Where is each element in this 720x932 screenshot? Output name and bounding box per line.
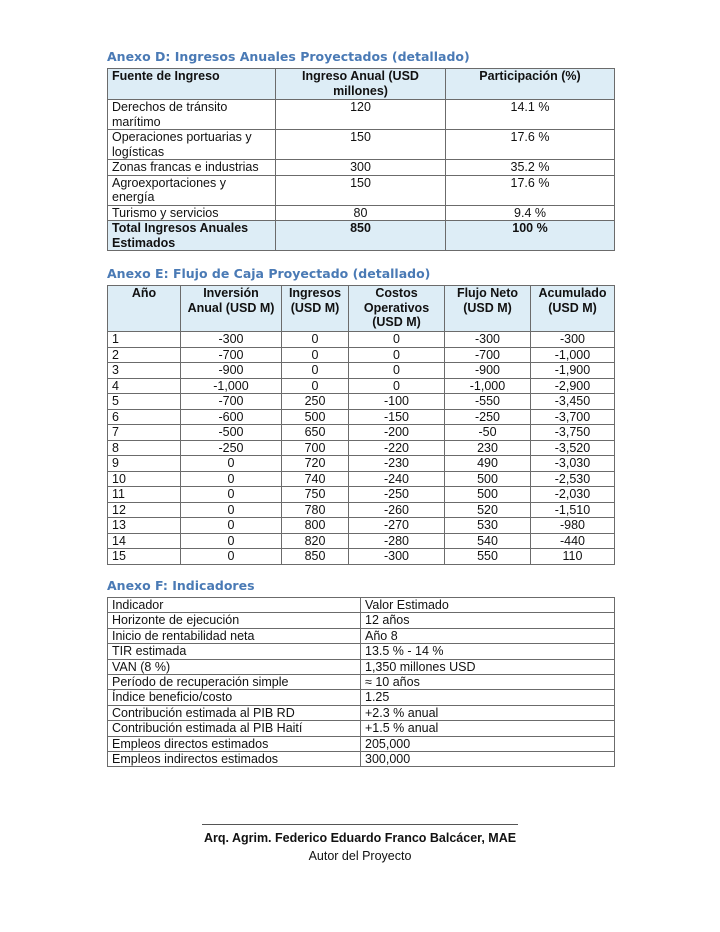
year-cell: 10 xyxy=(108,471,181,487)
income-cell: 750 xyxy=(282,487,349,503)
net-flow-cell: -250 xyxy=(445,409,531,425)
investment-cell: -250 xyxy=(181,440,282,456)
header-cell: Inversión Anual (USD M) xyxy=(181,286,282,332)
cumulative-cell: 110 xyxy=(531,549,615,565)
operating-cost-cell: -270 xyxy=(349,518,445,534)
indicator-cell: Índice beneficio/costo xyxy=(108,690,361,705)
value-cell: Año 8 xyxy=(361,628,615,643)
year-cell: 14 xyxy=(108,533,181,549)
table-row xyxy=(108,425,615,441)
net-flow-cell: 540 xyxy=(445,533,531,549)
year-cell: 3 xyxy=(108,363,181,379)
table-row xyxy=(108,502,615,518)
income-cell: 720 xyxy=(282,456,349,472)
value-cell: ≈ 10 años xyxy=(361,675,615,690)
annex-e-title: Anexo E: Flujo de Caja Proyectado (detallado) xyxy=(107,266,431,281)
net-flow-cell: 520 xyxy=(445,502,531,518)
indicator-cell: Inicio de rentabilidad neta xyxy=(108,628,361,643)
year-cell: 4 xyxy=(108,378,181,394)
net-flow-cell: -900 xyxy=(445,363,531,379)
year-cell: 8 xyxy=(108,440,181,456)
indicator-cell: Contribución estimada al PIB Haití xyxy=(108,721,361,736)
year-cell: 15 xyxy=(108,549,181,565)
operating-cost-cell: 0 xyxy=(349,347,445,363)
net-flow-cell: -1,000 xyxy=(445,378,531,394)
operating-cost-cell: -300 xyxy=(349,549,445,565)
value-cell: 1,350 millones USD xyxy=(361,659,615,674)
net-flow-cell: -50 xyxy=(445,425,531,441)
operating-cost-cell: -200 xyxy=(349,425,445,441)
table-row xyxy=(108,533,615,549)
income-source-cell: Agroexportaciones y energía xyxy=(108,175,276,205)
table-row xyxy=(108,752,615,767)
net-flow-cell: 500 xyxy=(445,471,531,487)
total-row xyxy=(108,221,615,251)
total-label-cell: Total Ingresos Anuales Estimados xyxy=(108,221,276,251)
annex-d-table xyxy=(107,68,615,251)
table-row xyxy=(108,205,615,221)
share-percent-cell: 17.6 % xyxy=(446,130,615,160)
investment-cell: -500 xyxy=(181,425,282,441)
table-row xyxy=(108,471,615,487)
income-source-cell: Turismo y servicios xyxy=(108,205,276,221)
investment-cell: 0 xyxy=(181,518,282,534)
year-cell: 6 xyxy=(108,409,181,425)
table-row xyxy=(108,736,615,751)
table-row xyxy=(108,130,615,160)
value-cell: 205,000 xyxy=(361,736,615,751)
header-cell: Valor Estimado xyxy=(361,598,615,613)
investment-cell: -1,000 xyxy=(181,378,282,394)
net-flow-cell: 490 xyxy=(445,456,531,472)
net-flow-cell: -300 xyxy=(445,332,531,348)
total-percent-cell: 100 % xyxy=(446,221,615,251)
value-cell: +2.3 % anual xyxy=(361,705,615,720)
investment-cell: -700 xyxy=(181,394,282,410)
share-percent-cell: 9.4 % xyxy=(446,205,615,221)
cumulative-cell: -2,030 xyxy=(531,487,615,503)
cumulative-cell: -1,510 xyxy=(531,502,615,518)
table-row xyxy=(108,613,615,628)
table-row xyxy=(108,378,615,394)
investment-cell: -900 xyxy=(181,363,282,379)
net-flow-cell: 500 xyxy=(445,487,531,503)
year-cell: 7 xyxy=(108,425,181,441)
cumulative-cell: -2,530 xyxy=(531,471,615,487)
annual-income-cell: 150 xyxy=(276,175,446,205)
signature-name: Arq. Agrim. Federico Eduardo Franco Balcácer, MAE xyxy=(203,831,517,845)
income-source-cell: Derechos de tránsito marítimo xyxy=(108,100,276,130)
header-cell: Acumulado (USD M) xyxy=(531,286,615,332)
cumulative-cell: -3,450 xyxy=(531,394,615,410)
operating-cost-cell: -220 xyxy=(349,440,445,456)
table-row xyxy=(108,456,615,472)
net-flow-cell: 550 xyxy=(445,549,531,565)
table-row xyxy=(108,518,615,534)
year-cell: 11 xyxy=(108,487,181,503)
table-row xyxy=(108,363,615,379)
header-cell: Flujo Neto (USD M) xyxy=(445,286,531,332)
share-percent-cell: 35.2 % xyxy=(446,160,615,176)
net-flow-cell: 530 xyxy=(445,518,531,534)
cumulative-cell: -3,750 xyxy=(531,425,615,441)
cumulative-cell: -1,900 xyxy=(531,363,615,379)
signature-role: Autor del Proyecto xyxy=(308,849,412,863)
income-cell: 780 xyxy=(282,502,349,518)
indicator-cell: Período de recuperación simple xyxy=(108,675,361,690)
value-cell: 300,000 xyxy=(361,752,615,767)
header-cell: Año xyxy=(108,286,181,332)
header-cell: Costos Operativos (USD M) xyxy=(349,286,445,332)
annex-d-header-row xyxy=(108,69,615,100)
table-row xyxy=(108,644,615,659)
investment-cell: -600 xyxy=(181,409,282,425)
table-row xyxy=(108,659,615,674)
income-cell: 800 xyxy=(282,518,349,534)
table-row xyxy=(108,332,615,348)
table-row xyxy=(108,675,615,690)
table-row xyxy=(108,721,615,736)
header-cell: Ingresos (USD M) xyxy=(282,286,349,332)
indicator-cell: Contribución estimada al PIB RD xyxy=(108,705,361,720)
table-row xyxy=(108,409,615,425)
investment-cell: 0 xyxy=(181,549,282,565)
share-percent-cell: 17.6 % xyxy=(446,175,615,205)
operating-cost-cell: 0 xyxy=(349,332,445,348)
year-cell: 1 xyxy=(108,332,181,348)
annex-f-title: Anexo F: Indicadores xyxy=(107,578,255,593)
table-row xyxy=(108,175,615,205)
operating-cost-cell: -250 xyxy=(349,487,445,503)
table-row xyxy=(108,160,615,176)
year-cell: 12 xyxy=(108,502,181,518)
operating-cost-cell: -150 xyxy=(349,409,445,425)
table-row xyxy=(108,394,615,410)
investment-cell: 0 xyxy=(181,471,282,487)
operating-cost-cell: 0 xyxy=(349,378,445,394)
value-cell: 12 años xyxy=(361,613,615,628)
annual-income-cell: 80 xyxy=(276,205,446,221)
cumulative-cell: -3,030 xyxy=(531,456,615,472)
income-cell: 250 xyxy=(282,394,349,410)
investment-cell: 0 xyxy=(181,533,282,549)
income-cell: 650 xyxy=(282,425,349,441)
annual-income-cell: 300 xyxy=(276,160,446,176)
year-cell: 9 xyxy=(108,456,181,472)
table-row xyxy=(108,440,615,456)
operating-cost-cell: -280 xyxy=(349,533,445,549)
table-row xyxy=(108,628,615,643)
indicator-cell: TIR estimada xyxy=(108,644,361,659)
income-cell: 740 xyxy=(282,471,349,487)
income-cell: 0 xyxy=(282,332,349,348)
operating-cost-cell: -100 xyxy=(349,394,445,410)
annex-e-header-row xyxy=(108,286,615,332)
income-cell: 0 xyxy=(282,363,349,379)
annex-f-table xyxy=(107,597,615,767)
income-source-cell: Zonas francas e industrias xyxy=(108,160,276,176)
net-flow-cell: -700 xyxy=(445,347,531,363)
income-cell: 0 xyxy=(282,347,349,363)
net-flow-cell: 230 xyxy=(445,440,531,456)
income-cell: 0 xyxy=(282,378,349,394)
header-cell: Fuente de Ingreso xyxy=(108,69,276,100)
total-income-cell: 850 xyxy=(276,221,446,251)
annex-f-header-row xyxy=(108,598,615,613)
table-row xyxy=(108,347,615,363)
value-cell: +1.5 % anual xyxy=(361,721,615,736)
operating-cost-cell: -240 xyxy=(349,471,445,487)
net-flow-cell: -550 xyxy=(445,394,531,410)
table-row xyxy=(108,705,615,720)
indicator-cell: Horizonte de ejecución xyxy=(108,613,361,628)
income-source-cell: Operaciones portuarias y logísticas xyxy=(108,130,276,160)
cumulative-cell: -2,900 xyxy=(531,378,615,394)
value-cell: 13.5 % - 14 % xyxy=(361,644,615,659)
cumulative-cell: -3,520 xyxy=(531,440,615,456)
indicator-cell: Empleos indirectos estimados xyxy=(108,752,361,767)
indicator-cell: VAN (8 %) xyxy=(108,659,361,674)
cumulative-cell: -440 xyxy=(531,533,615,549)
indicator-cell: Empleos directos estimados xyxy=(108,736,361,751)
cumulative-cell: -1,000 xyxy=(531,347,615,363)
value-cell: 1.25 xyxy=(361,690,615,705)
investment-cell: 0 xyxy=(181,456,282,472)
table-row xyxy=(108,549,615,565)
investment-cell: -700 xyxy=(181,347,282,363)
annual-income-cell: 150 xyxy=(276,130,446,160)
cumulative-cell: -300 xyxy=(531,332,615,348)
annex-e-table xyxy=(107,285,615,565)
cumulative-cell: -980 xyxy=(531,518,615,534)
income-cell: 700 xyxy=(282,440,349,456)
year-cell: 5 xyxy=(108,394,181,410)
annex-d-title: Anexo D: Ingresos Anuales Proyectados (detallado) xyxy=(107,49,470,64)
annual-income-cell: 120 xyxy=(276,100,446,130)
operating-cost-cell: -230 xyxy=(349,456,445,472)
operating-cost-cell: 0 xyxy=(349,363,445,379)
year-cell: 13 xyxy=(108,518,181,534)
table-row xyxy=(108,487,615,503)
share-percent-cell: 14.1 % xyxy=(446,100,615,130)
income-cell: 850 xyxy=(282,549,349,565)
year-cell: 2 xyxy=(108,347,181,363)
table-row xyxy=(108,100,615,130)
investment-cell: 0 xyxy=(181,502,282,518)
table-row xyxy=(108,690,615,705)
header-cell: Participación (%) xyxy=(446,69,615,100)
cumulative-cell: -3,700 xyxy=(531,409,615,425)
operating-cost-cell: -260 xyxy=(349,502,445,518)
investment-cell: 0 xyxy=(181,487,282,503)
header-cell: Ingreso Anual (USD millones) xyxy=(276,69,446,100)
signature-line xyxy=(202,824,518,825)
header-cell: Indicador xyxy=(108,598,361,613)
investment-cell: -300 xyxy=(181,332,282,348)
income-cell: 820 xyxy=(282,533,349,549)
income-cell: 500 xyxy=(282,409,349,425)
